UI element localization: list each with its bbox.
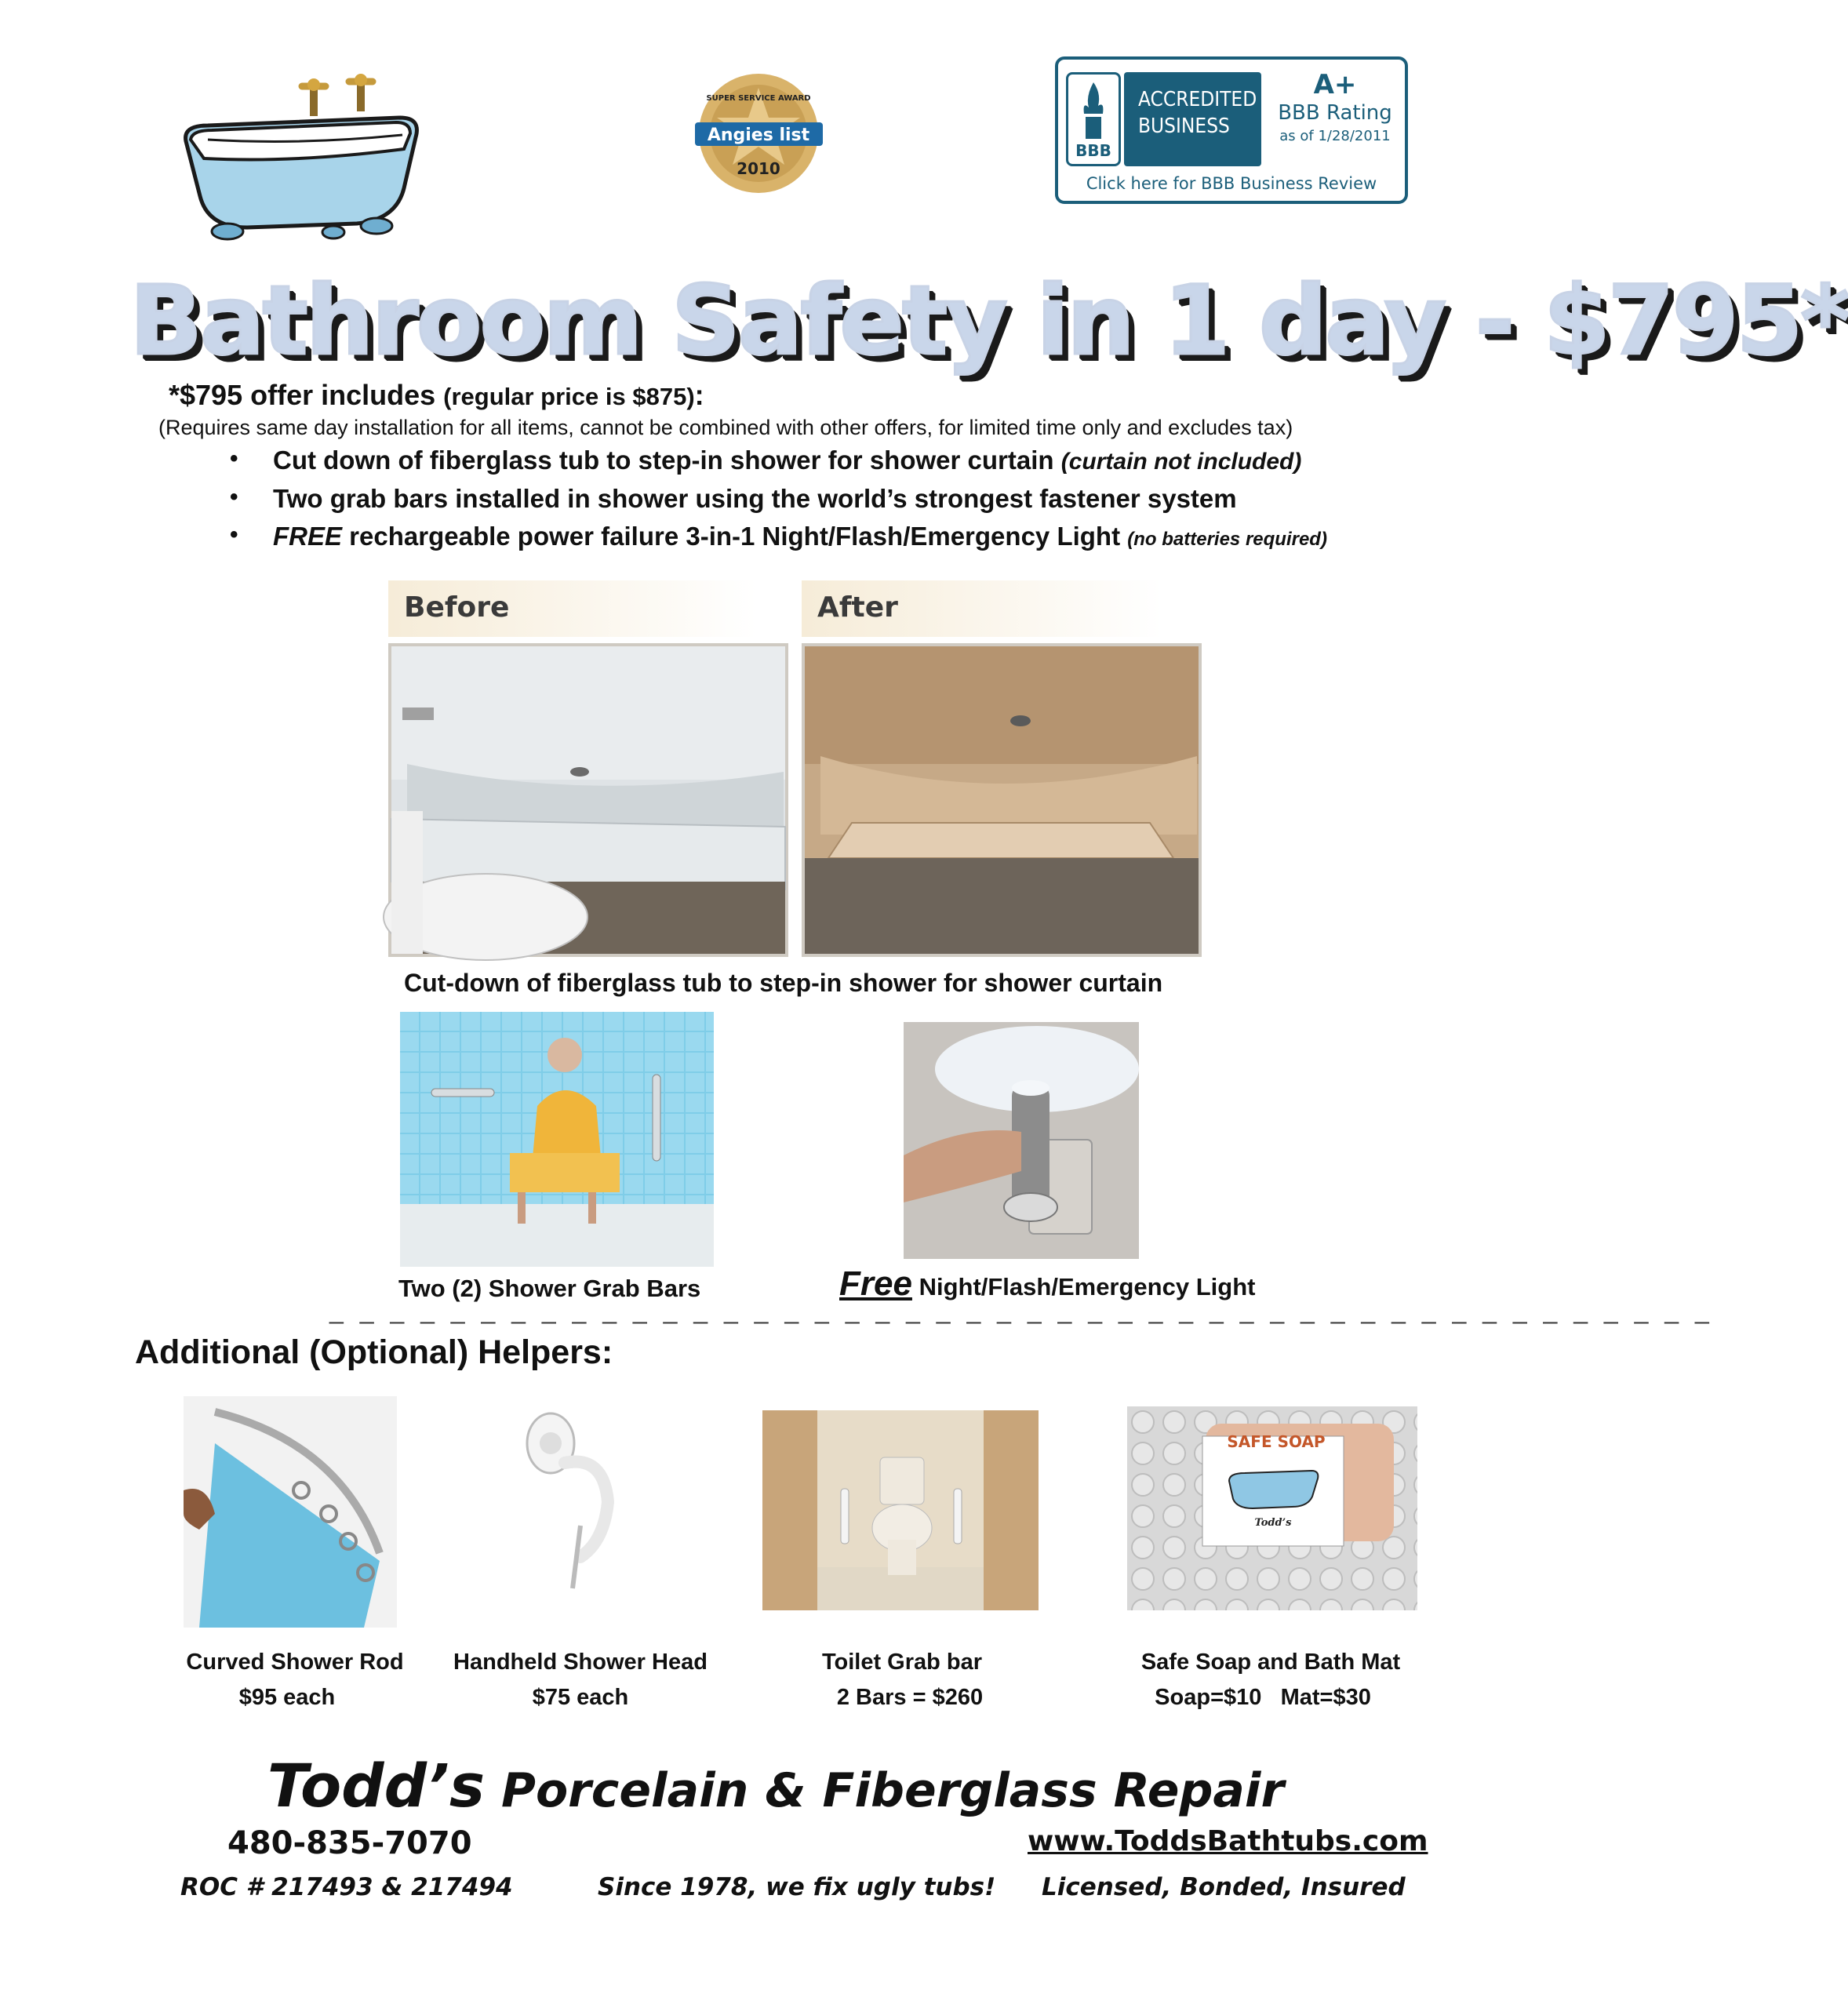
svg-text:SAFE SOAP: SAFE SOAP (1227, 1432, 1326, 1451)
svg-text:Angies list: Angies list (707, 126, 810, 145)
section-divider: _ _ _ _ _ _ _ _ _ _ _ _ _ _ _ _ _ _ _ _ _ _ _ _ _ _ _ _ _ _ _ _ _ _ _ _ _ _ _ _ _ _ _ _ _ _ (329, 1296, 1714, 1324)
emergency-light-caption: Free Night/Flash/Emergency Light (839, 1264, 1256, 1303)
bbb-review-link[interactable]: Click here for BBB Business Review (1086, 174, 1377, 193)
offer-intro: *$795 offer includes (regular price is $875): (169, 379, 704, 411)
helper-price-toilet-bar: 2 Bars = $260 (836, 1685, 984, 1710)
helper-price-shower-rod: $95 each (238, 1685, 336, 1710)
angies-list-award-badge (690, 71, 828, 196)
handheld-shower-head-photo (518, 1408, 635, 1596)
offer-fineprint: (Requires same day installation for all items, cannot be combined with other offers, for limited time only and excludes tax) (158, 416, 1293, 439)
regular-price: (regular price is $875) (443, 383, 695, 410)
bbb-rating-date: as of 1/28/2011 (1279, 128, 1391, 144)
helper-price-soap-mat: Soap=$10 Mat=$30 (1155, 1685, 1371, 1710)
emergency-light-photo (904, 1022, 1139, 1259)
curved-shower-rod-photo (184, 1396, 397, 1628)
before-after-caption: Cut-down of fiberglass tub to step-in shower for shower curtain (404, 969, 1163, 997)
bathtub-logo-icon (176, 71, 427, 243)
roc-license: ROC # 217493 & 217494 (180, 1873, 513, 1901)
after-label: After (802, 580, 1162, 637)
helper-name-toilet-bar: Toilet Grab bar (821, 1650, 983, 1675)
svg-text:BBB: BBB (1075, 141, 1111, 160)
offer-bullet-free-light: • FREE rechargeable power failure 3-in-1 Night/Flash/Emergency Light (no batteries required) (230, 522, 1327, 551)
helper-name-shower-head: Handheld Shower Head (453, 1650, 708, 1675)
before-label: Before (388, 580, 757, 637)
licensed-bonded-insured: Licensed, Bonded, Insured (1042, 1873, 1406, 1901)
free-label: Free (839, 1264, 912, 1303)
bbb-grade: A+ (1313, 69, 1357, 100)
before-photo (388, 643, 788, 957)
company-name: Todd’s Porcelain & Fiberglass Repair (267, 1751, 1285, 1821)
helper-name-shower-rod: Curved Shower Rod (186, 1650, 404, 1675)
toilet-grab-bar-photo (762, 1410, 1039, 1610)
safe-soap-bath-mat-photo (1127, 1406, 1417, 1610)
website-link[interactable]: www.ToddsBathtubs.com (1028, 1825, 1428, 1857)
offer-bullet-tub-cut: • Cut down of fiberglass tub to step-in shower for shower curtain (curtain not included) (230, 446, 1302, 475)
bbb-rating-label: BBB Rating (1278, 101, 1392, 125)
offer-bullet-grab-bars: • Two grab bars installed in shower using the world’s strongest fastener system (230, 484, 1237, 513)
phone-number[interactable]: 480-835-7070 (227, 1825, 472, 1861)
after-photo (802, 643, 1202, 957)
bbb-rating (1268, 69, 1402, 147)
bbb-accredited-label: ACCREDITED BUSINESS (1124, 72, 1261, 166)
helper-price-shower-head: $75 each (532, 1685, 629, 1710)
svg-text:2010: 2010 (737, 159, 780, 178)
bbb-accreditation-badge[interactable] (1055, 56, 1408, 204)
grab-bars-photo (400, 1012, 714, 1267)
svg-text:Todd’s: Todd’s (1254, 1517, 1292, 1529)
tagline: Since 1978, we fix ugly tubs! (598, 1873, 996, 1901)
page-headline: Bathroom Safety in 1 day - $795* (129, 265, 1848, 376)
bbb-torch-icon (1066, 72, 1121, 166)
helpers-title: Additional (Optional) Helpers: (135, 1333, 613, 1371)
offer-includes: *$795 offer includes (169, 379, 436, 411)
svg-text:SUPER SERVICE AWARD: SUPER SERVICE AWARD (706, 94, 811, 103)
helper-name-soap-mat: Safe Soap and Bath Mat (1140, 1650, 1401, 1675)
grab-bars-caption: Two (2) Shower Grab Bars (398, 1275, 701, 1302)
